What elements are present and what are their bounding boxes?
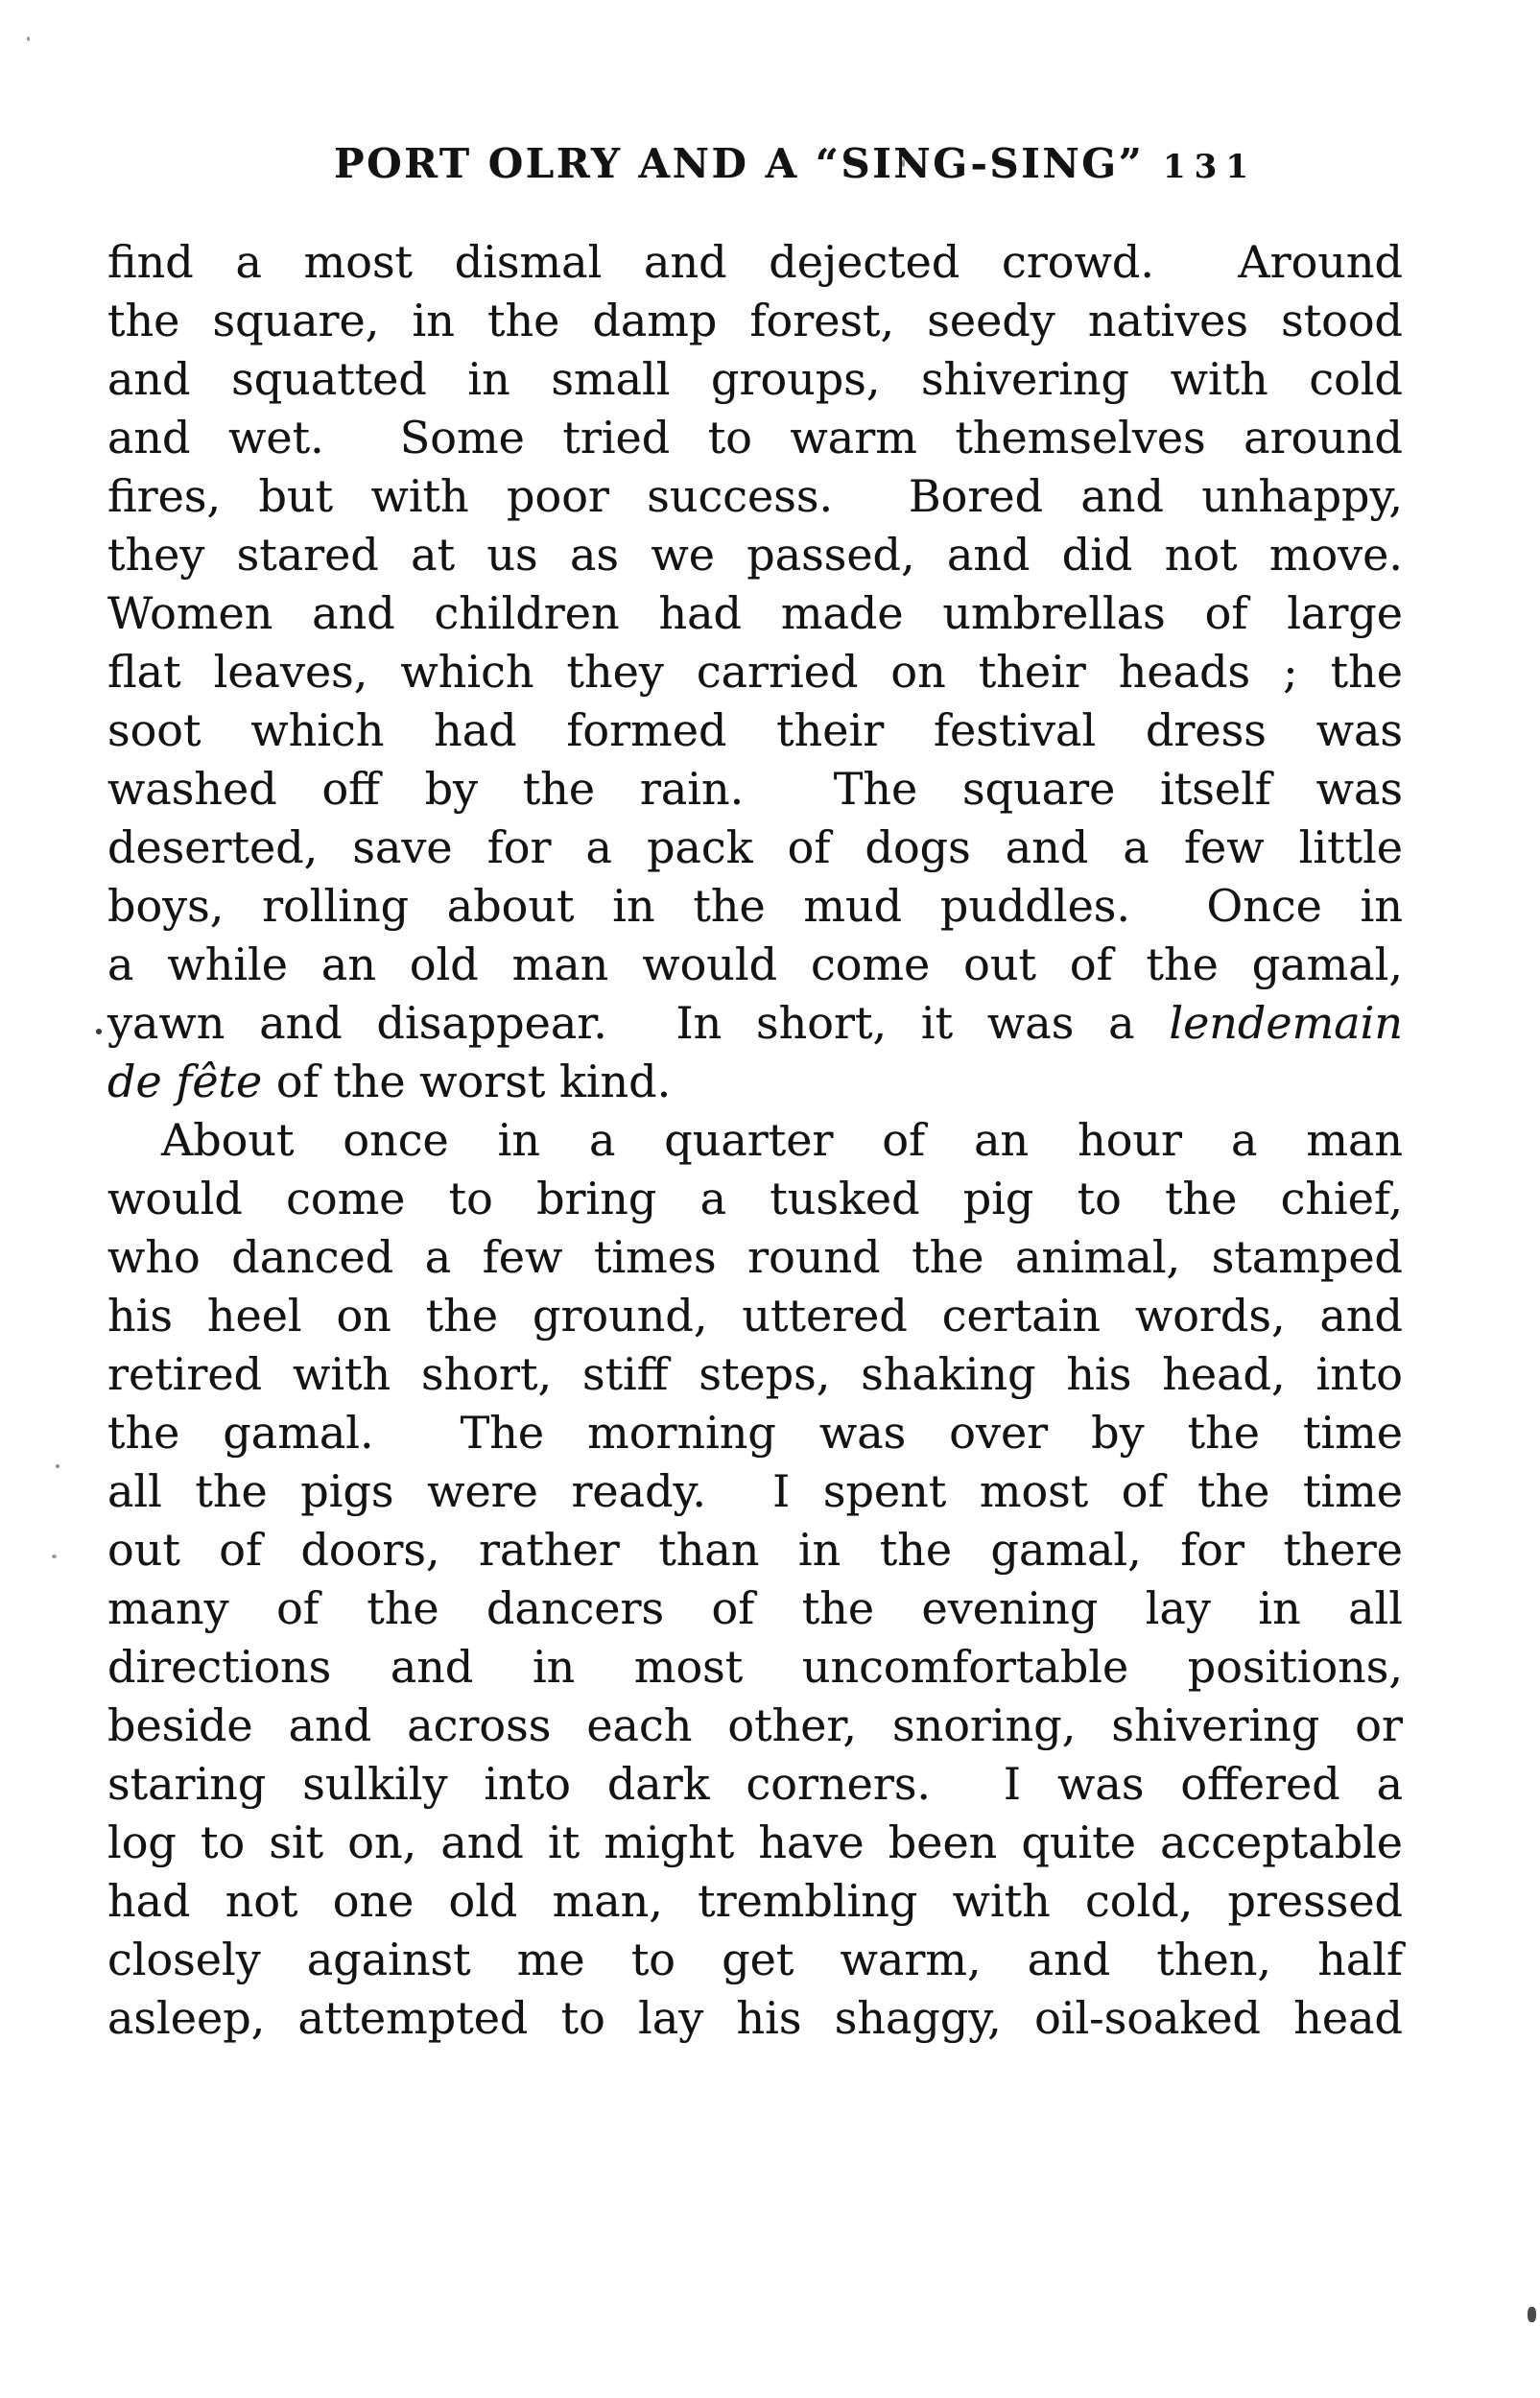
text-line [107, 1053, 1403, 1111]
text-segment: yawn and disappear. In short, it was a [107, 997, 1170, 1049]
text-line: all the pigs were ready. I spent most of the time [107, 1465, 1403, 1517]
text-line: log to sit on, and it might have been quite acceptable [107, 1816, 1403, 1868]
paragraph-1 [107, 233, 1403, 1111]
text-line: Women and children had made umbrellas of large [107, 587, 1403, 639]
text-line: would come to bring a tusked pig to the chief, [107, 1173, 1403, 1224]
text-line: washed off by the rain. The square itself was [107, 763, 1403, 815]
text-line [107, 994, 1403, 1053]
italic-phrase: de fête [107, 1056, 263, 1107]
text-line: and wet. Some tried to warm themselves around [107, 412, 1403, 463]
text-line: beside and across each other, snoring, shivering or [107, 1699, 1403, 1751]
text-line: the gamal. The morning was over by the time [107, 1407, 1403, 1459]
scan-speck [27, 36, 30, 41]
text-line: his heel on the ground, uttered certain words, and [107, 1290, 1403, 1341]
scan-speck [52, 1555, 57, 1558]
italic-phrase: lendemain [1169, 997, 1403, 1049]
text-segment: of the worst kind. [262, 1056, 672, 1107]
text-line: they stared at us as we passed, and did not move. [107, 529, 1403, 581]
text-line: many of the dancers of the evening lay in all [107, 1582, 1403, 1634]
text-line: About once in a quarter of an hour a man [161, 1114, 1403, 1166]
text-line: directions and in most uncomfortable positions, [107, 1641, 1403, 1693]
text-line: find a most dismal and dejected crowd. Around [107, 236, 1403, 288]
text-line: the square, in the damp forest, seedy natives stood [107, 295, 1403, 346]
paragraph-2 [107, 1111, 1403, 2048]
text-line: boys, rolling about in the mud puddles. Once in [107, 880, 1403, 932]
page-header [107, 140, 1403, 198]
text-line: deserted, save for a pack of dogs and a few little [107, 821, 1403, 873]
page-number: 131 [1163, 148, 1257, 186]
text-line: and squatted in small groups, shivering with cold [107, 353, 1403, 405]
scan-speck [1528, 2307, 1536, 2322]
text-line: soot which had formed their festival dress was [107, 704, 1403, 756]
text-line: staring sulkily into dark corners. I was offered a [107, 1758, 1403, 1810]
text-line: a while an old man would come out of the gamal, [107, 938, 1403, 990]
text-line: asleep, attempted to lay his shaggy, oil-soaked head [107, 1992, 1403, 2044]
text-line: closely against me to get warm, and then, half [107, 1934, 1403, 1985]
text-line: had not one old man, trembling with cold, pressed [107, 1875, 1403, 1927]
scan-speck [56, 1464, 59, 1468]
text-line: retired with short, stiff steps, shaking his head, into [107, 1348, 1403, 1400]
text-line: fires, but with poor success. Bored and unhappy, [107, 470, 1403, 522]
scan-speck [96, 1029, 102, 1034]
text-line: out of doors, rather than in the gamal, for there [107, 1524, 1403, 1576]
text-line: who danced a few times round the animal, stamped [107, 1231, 1403, 1283]
text-line: flat leaves, which they carried on their heads ; the [107, 646, 1403, 698]
running-title: PORT OLRY AND A “SING-SING” [334, 140, 1145, 187]
page-body [107, 233, 1403, 2048]
